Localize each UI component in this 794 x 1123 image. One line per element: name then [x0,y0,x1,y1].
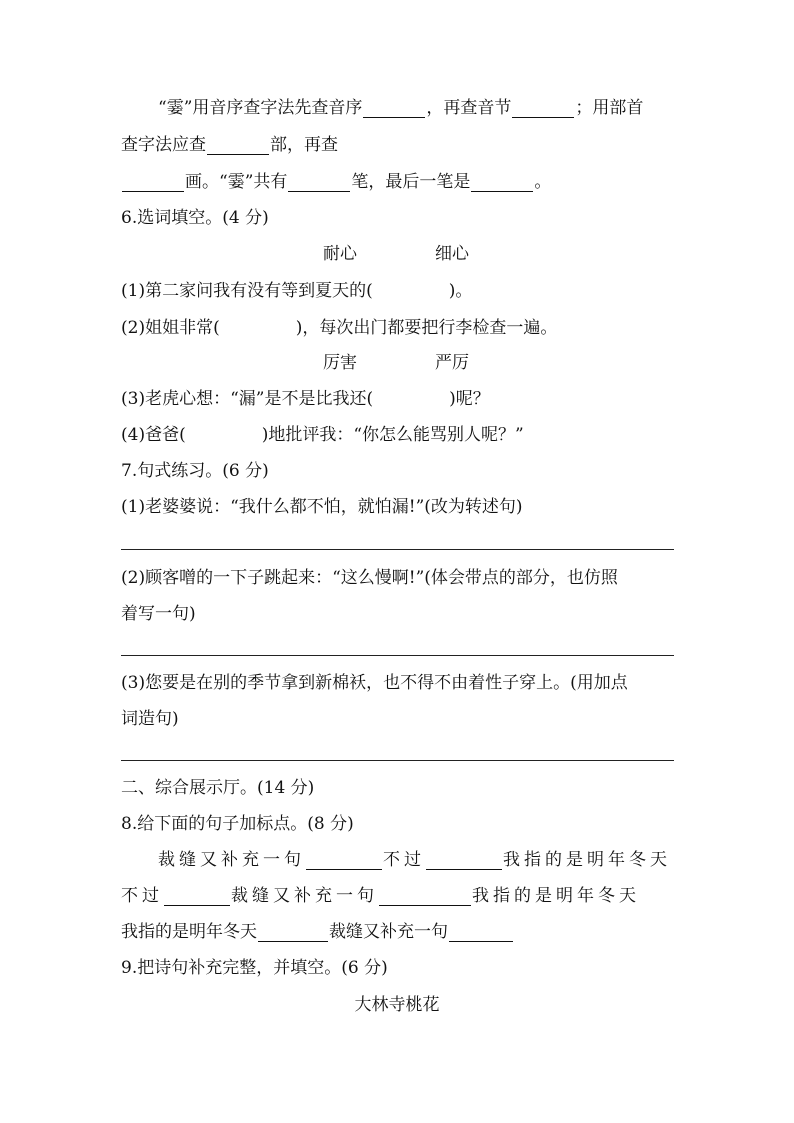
q8-text: 裁缝又补充一句 [158,850,305,870]
blank-yinjie[interactable] [512,103,574,118]
q8-text: 我指的是明年冬天 [121,922,257,942]
q5-line-3 [121,172,551,192]
blank-punct[interactable] [258,927,328,942]
section-title: 二、综合展示厅。(14 分) [121,778,315,798]
q8-text: 不过 [383,850,425,870]
q5-text: ；用部首 [575,98,644,118]
blank-bushou[interactable] [207,140,269,155]
q8-text: 我指的是明年冬天 [472,886,640,906]
q6-sentence-1 [121,281,472,301]
q7-sentence-2a: (2)顾客噌的一下子跳起来：“这么慢啊!”(体会带点的部分，也仿照 [121,568,618,588]
q5-text: 部，再查 [270,135,338,155]
q6-text: )地批评我：“你怎么能骂别人呢？” [261,425,524,445]
word-option: 厉害 [323,353,357,373]
q8-text: 裁缝又补充一句 [329,922,448,942]
q8-text: 我指的是明年冬天 [503,850,671,870]
q5-line-1 [158,98,643,118]
answer-line-1[interactable] [121,549,674,550]
q8-row-3 [121,922,514,942]
q6-sentence-4 [121,425,524,445]
q8-row-2 [121,886,640,906]
q6-text: (1)第二家问我有没有等到夏天的( [121,281,373,301]
q6-sentence-2 [121,318,557,338]
answer-line-3[interactable] [121,760,674,761]
q5-text: 。 [534,172,552,192]
q5-text: ，再查音节 [426,98,512,118]
q8-text: 不过 [121,886,163,906]
q5-text: 画。“霎”共有 [185,172,288,192]
q5-line-2 [121,135,338,155]
q6-text: (2)姐姐非常( [121,318,220,338]
answer-line-2[interactable] [121,655,674,656]
blank-hua[interactable] [122,177,184,192]
word-option: 耐心 [323,244,357,264]
blank-punct[interactable] [426,855,502,870]
q7-sentence-2b: 着写一句) [121,604,196,624]
q8-row-1 [158,850,671,870]
blank-punct[interactable] [164,891,230,906]
q6-text: )呢？ [449,389,490,409]
word-option: 细心 [435,244,469,264]
q5-text: 查字法应查 [121,135,206,155]
q7-sentence-3b: 词造句) [121,709,179,729]
blank-yinxu[interactable] [363,103,425,118]
q6-sentence-3 [121,389,490,409]
blank-punct[interactable] [379,891,471,906]
blank-punct[interactable] [306,855,382,870]
q7-sentence-1: (1)老婆婆说：“我什么都不怕，就怕漏!”(改为转述句) [121,497,523,517]
q6-text: (3)老虎心想：“漏”是不是比我还( [121,389,374,409]
q6-title: 6.选词填空。(4 分) [121,208,269,228]
word-option: 严厉 [435,353,469,373]
q5-text: “霎”用音序查字法先查音序 [158,98,363,118]
q9-title: 9.把诗句补充完整，并填空。(6 分) [121,958,388,978]
blank-bihua[interactable] [288,177,350,192]
poem-title: 大林寺桃花 [354,995,440,1015]
q5-text: 笔，最后一笔是 [351,172,471,192]
q8-title: 8.给下面的句子加标点。(8 分) [121,814,354,834]
q7-sentence-3a: (3)您要是在别的季节拿到新棉袄，也不得不由着性子穿上。(用加点 [121,673,628,693]
q6-text: )。 [448,281,473,301]
q8-text: 裁缝又补充一句 [231,886,378,906]
q6-text: )，每次出门都要把行李检查一遍。 [295,318,558,338]
q6-text: (4)爸爸( [121,425,186,445]
blank-punct[interactable] [449,927,513,942]
blank-last-stroke[interactable] [471,177,533,192]
q7-title: 7.句式练习。(6 分) [121,461,269,481]
